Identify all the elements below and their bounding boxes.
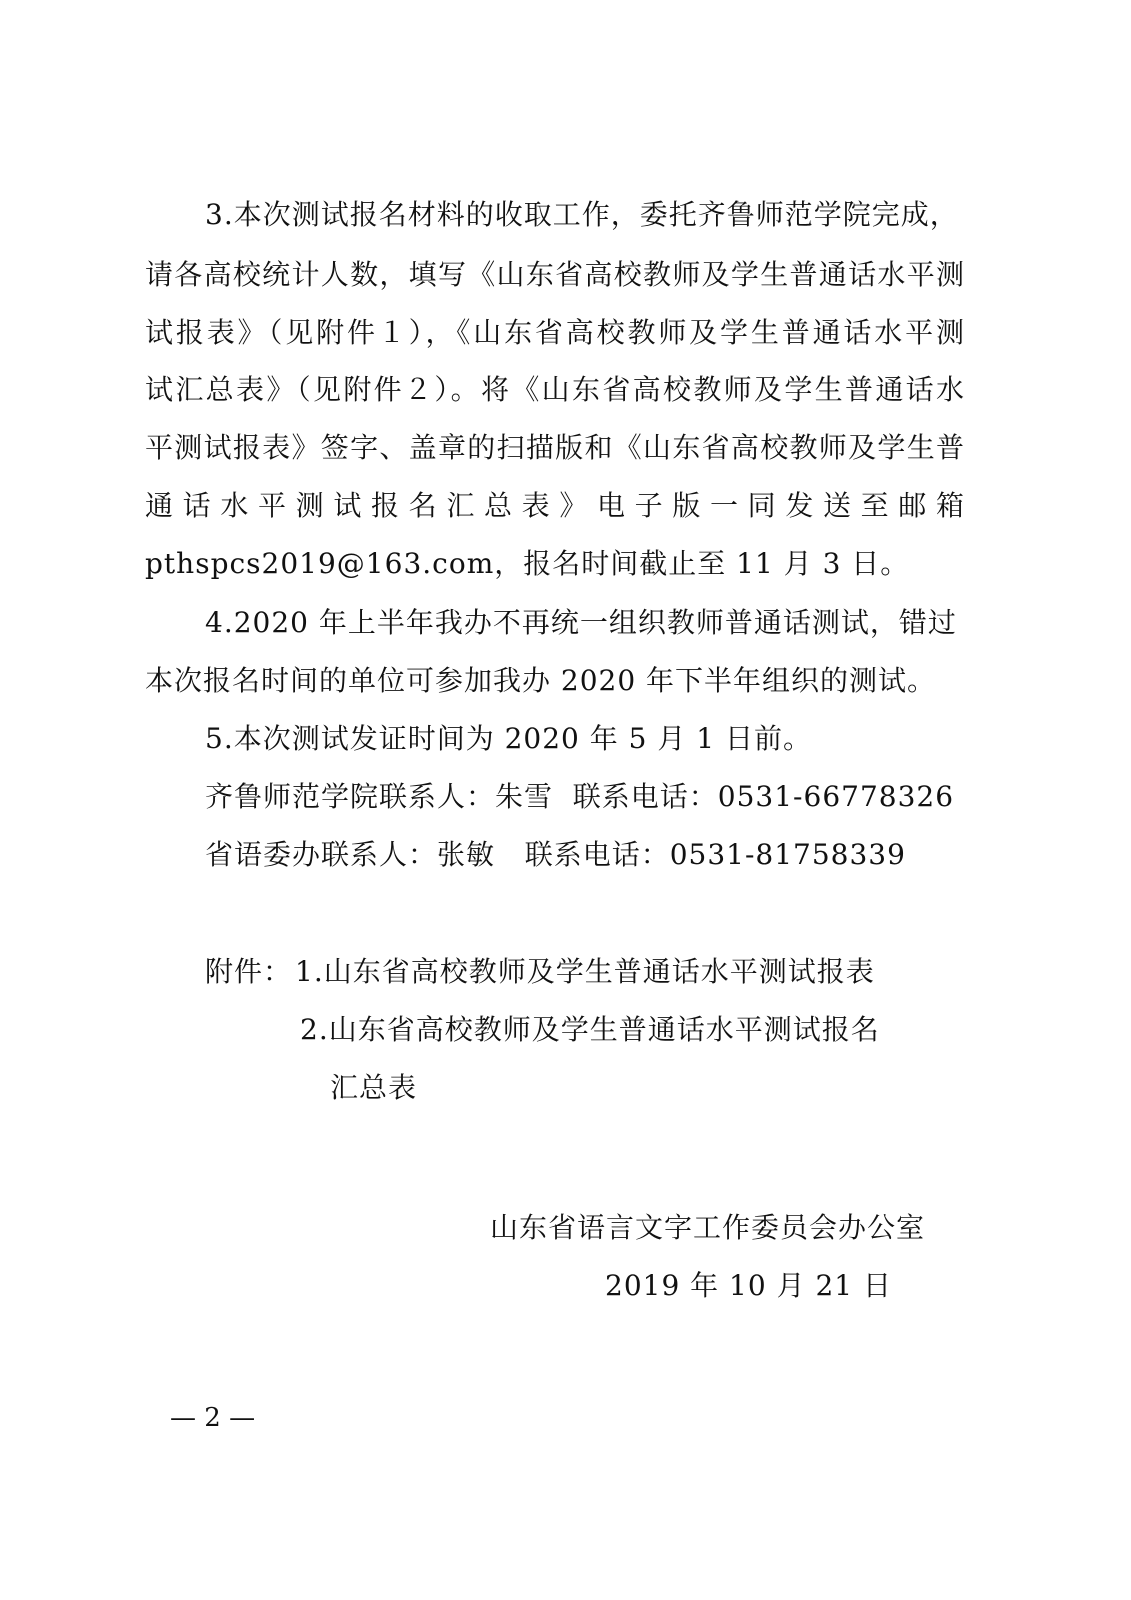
para3-line5: 平测试报表》签字、盖章的扫描版和《山东省高校教师及学生普 <box>145 431 965 464</box>
attachment-item-2-continued: 汇总表 <box>330 1071 418 1104</box>
attachments-label: 附件： <box>205 955 293 988</box>
attachment-item-2: 2.山东省高校教师及学生普通话水平测试报名 <box>300 1013 880 1046</box>
page-number: — 2 — <box>170 1403 256 1433</box>
signature-organization: 山东省语言文字工作委员会办公室 <box>490 1211 926 1244</box>
para5: 5.本次测试发证时间为 2020 年 5 月 1 日前。 <box>205 722 813 755</box>
signature-date: 2019 年 10 月 21 日 <box>605 1269 893 1302</box>
para3-line4: 试汇总表》（见附件２）。将《山东省高校教师及学生普通话水 <box>145 373 965 406</box>
contact-qilu: 齐鲁师范学院联系人：朱雪 联系电话：0531-66778326 <box>205 780 955 813</box>
para3-line7: pthspcs2019@163.com，报名时间截止至 11 月 3 日。 <box>145 547 910 580</box>
para3-line6: 通话水平测试报名汇总表》电子版一同发送至邮箱 <box>145 489 965 522</box>
para3-line1: 3.本次测试报名材料的收取工作，委托齐鲁师范学院完成， <box>205 198 959 231</box>
attachment-item-1: 1.山东省高校教师及学生普通话水平测试报表 <box>295 955 875 988</box>
contact-office: 省语委办联系人：张敏 联系电话：0531-81758339 <box>205 838 906 871</box>
para4-line1: 4.2020 年上半年我办不再统一组织教师普通话测试，错过 <box>205 606 957 639</box>
para3-line2: 请各高校统计人数，填写《山东省高校教师及学生普通话水平测 <box>145 258 965 291</box>
para4-line2: 本次报名时间的单位可参加我办 2020 年下半年组织的测试。 <box>145 664 937 697</box>
para3-line3: 试报表》（见附件１），《山东省高校教师及学生普通话水平测 <box>145 316 965 349</box>
